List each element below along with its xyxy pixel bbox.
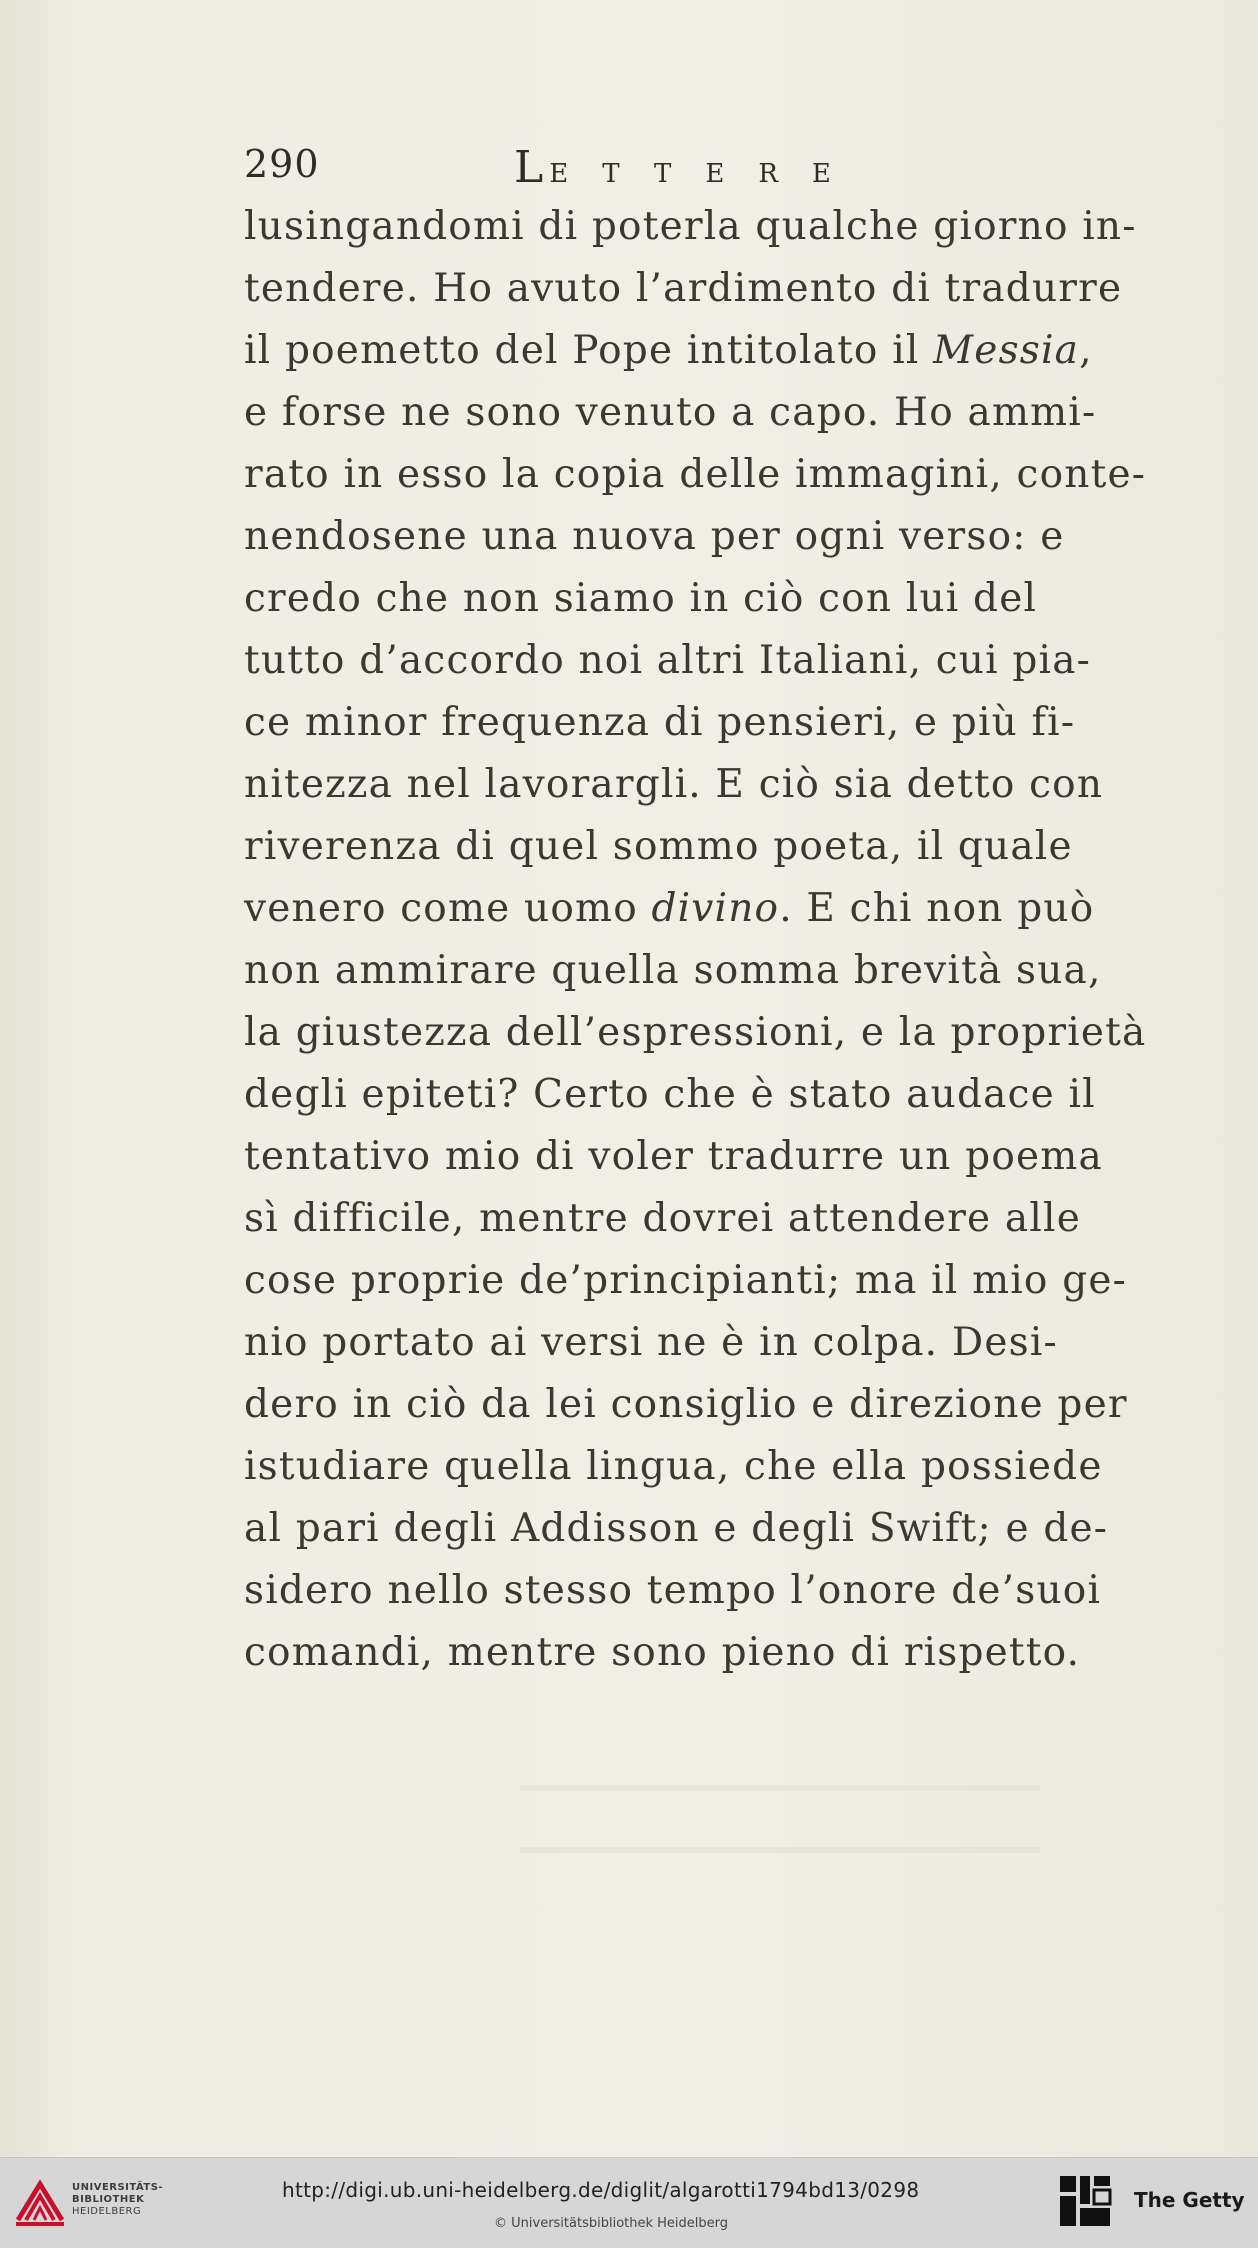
page-number: 290 xyxy=(244,142,320,186)
letter-body xyxy=(244,196,1204,1684)
text-line: la giustezza dell’espressioni, e la proprietà xyxy=(244,1010,1147,1055)
running-title-initial: L xyxy=(514,142,550,193)
text-line: tutto d’accordo noi altri Italiani, cui pia- xyxy=(244,638,1092,683)
text-line: lusingandomi di poterla qualche giorno in- xyxy=(244,204,1137,249)
text-line: il poemetto del Pope intitolato il Messia, xyxy=(244,328,1093,373)
text-line: cose proprie de’principianti; ma il mio ge- xyxy=(244,1258,1128,1303)
copyright-notice: © Universitätsbibliothek Heidelberg xyxy=(494,2216,729,2231)
text-line: e forse ne sono venuto a capo. Ho ammi- xyxy=(244,390,1097,435)
text-line: riverenza di quel sommo poeta, il quale xyxy=(244,824,1073,869)
running-title-rest: ETTERE xyxy=(549,159,865,189)
text-line: nitezza nel lavorargli. E ciò sia detto con xyxy=(244,762,1104,807)
italic-word-divino: divino xyxy=(651,886,780,931)
text-line: al pari degli Addisson e degli Swift; e de- xyxy=(244,1506,1109,1551)
text-line: istudiare quella lingua, che ella possiede xyxy=(244,1444,1103,1489)
text-line: ce minor frequenza di pensieri, e più fi- xyxy=(244,700,1076,745)
text-line: comandi, mentre sono pieno di rispetto. xyxy=(244,1630,1081,1675)
text-line: venero come uomo divino. E chi non può xyxy=(244,886,1095,931)
university-library-logo-icon xyxy=(12,2174,68,2232)
text-line: credo che non siamo in ciò con lui del xyxy=(244,576,1038,621)
text-line: tentativo mio di voler tradurre un poema xyxy=(244,1134,1103,1179)
text-line: nendosene una nuova per ogni verso: e xyxy=(244,514,1065,559)
getty-name: The Getty xyxy=(1134,2188,1245,2212)
text-line: dero in ciò da lei consiglio e direzione per xyxy=(244,1382,1128,1427)
text-line: degli epiteti? Certo che è stato audace il xyxy=(244,1072,1096,1117)
running-title xyxy=(514,142,865,193)
italic-title-messia: Messia xyxy=(933,328,1080,373)
viewer-footer xyxy=(0,2157,1258,2248)
text-line: sidero nello stesso tempo l’onore de’suoi xyxy=(244,1568,1102,1613)
text-line: non ammirare quella somma brevità sua, xyxy=(244,948,1102,993)
text-line: tendere. Ho avuto l’ardimento di tradurre xyxy=(244,266,1123,311)
text-line: nio portato ai versi ne è in colpa. Desi- xyxy=(244,1320,1058,1365)
permalink-url[interactable]: http://digi.ub.uni-heidelberg.de/diglit/algarotti1794bd13/0298 xyxy=(282,2178,920,2202)
text-line: sì difficile, mentre dovrei attendere alle xyxy=(244,1196,1082,1241)
text-line: rato in esso la copia delle immagini, conte- xyxy=(244,452,1147,497)
getty-logo-icon xyxy=(1058,2172,1112,2232)
university-library-name: UNIVERSITÄTS- BIBLIOTHEK HEIDELBERG xyxy=(72,2182,164,2217)
running-head xyxy=(244,142,944,192)
bleed-through-text xyxy=(520,1745,1040,1905)
